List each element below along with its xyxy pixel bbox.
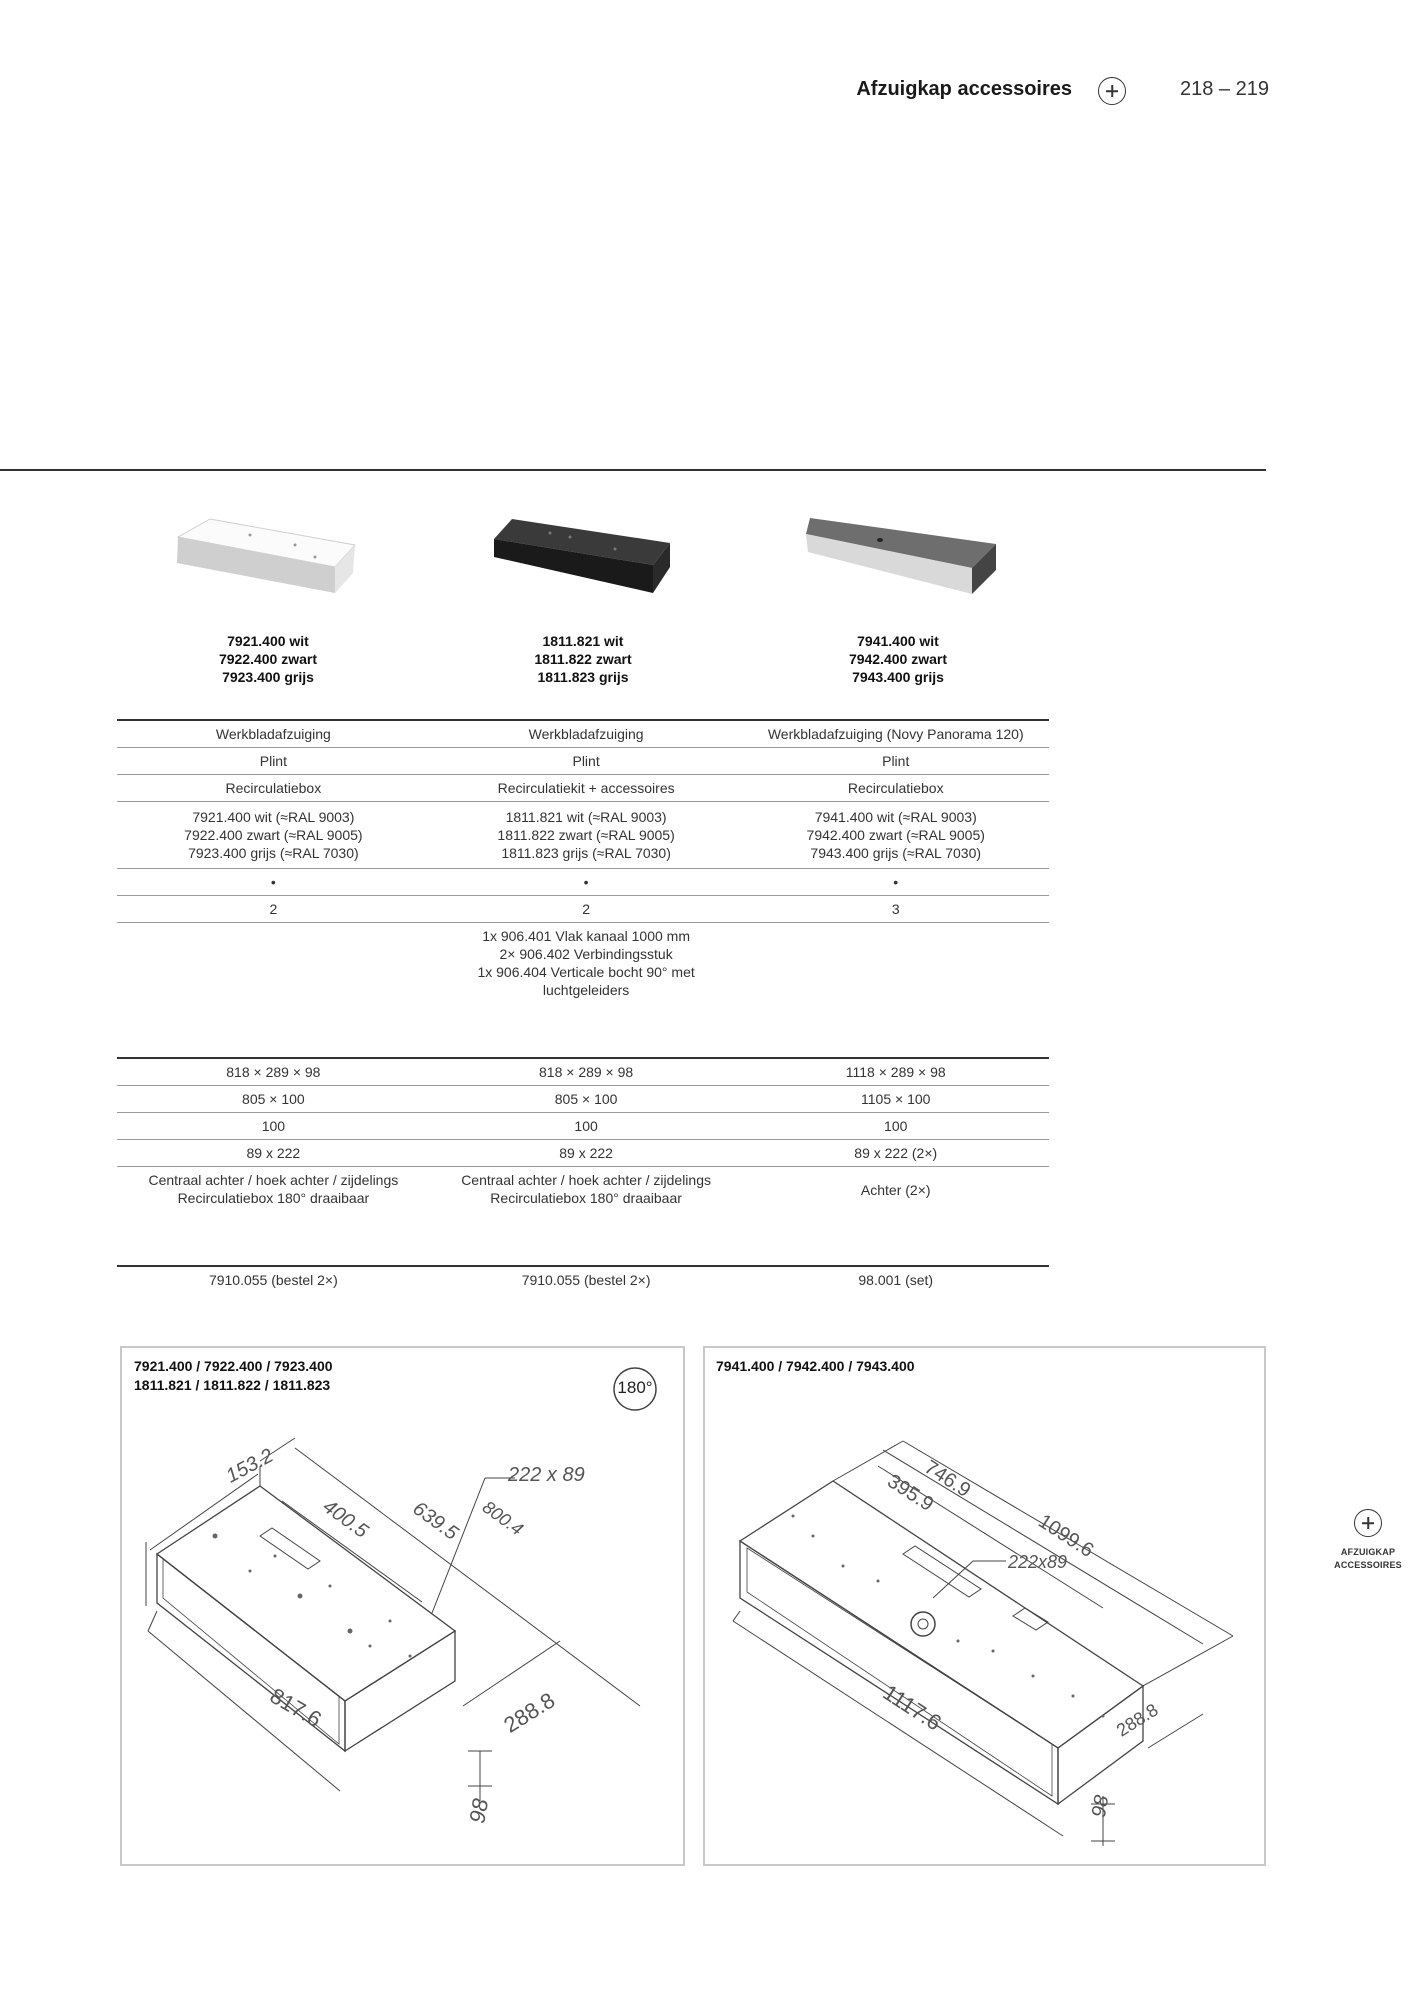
table-cell: Werkbladafzuiging (Novy Panorama 120) (742, 720, 1049, 747)
table-cell: 100 (742, 1112, 1049, 1139)
table-row (117, 1058, 1049, 1085)
cell-line: luchtgeleiders (542, 981, 630, 998)
section-title: Afzuigkap accessoires (856, 78, 1072, 100)
table-cell: Werkbladafzuiging (430, 720, 743, 747)
dimension-label: 817.6 (265, 1682, 326, 1733)
dimension-label: 1117.6 (878, 1679, 946, 1736)
cell-line: Achter (2×) (860, 1181, 931, 1198)
table-cell: 100 (430, 1112, 743, 1139)
dimension-label: 153.2 (222, 1444, 278, 1488)
dimension-label: 1099.6 (1034, 1510, 1098, 1562)
code-line: 1811.821 wit (542, 633, 624, 649)
cell-line: 1x 906.404 Verticale bocht 90° met (477, 963, 695, 980)
dimension-label: 400.5 (318, 1495, 373, 1543)
dimension-label: 98 (1087, 1793, 1114, 1820)
product-codes-2 (423, 632, 743, 686)
table-cell: 7910.055 (bestel 2×) (117, 1266, 430, 1293)
cell-line: Centraal achter / hoek achter / zijdelings (148, 1171, 399, 1188)
product-codes-1 (108, 632, 428, 686)
product-codes-3 (738, 632, 1058, 686)
table-cell: 89 x 222 (2×) (742, 1139, 1049, 1166)
table-row (117, 774, 1049, 801)
cell-line: 7943.400 grijs (≈RAL 7030) (810, 844, 982, 861)
table-cell (117, 801, 430, 868)
cell-line: 7941.400 wit (≈RAL 9003) (814, 808, 977, 825)
diagram-title-line: 7921.400 / 7922.400 / 7923.400 (134, 1358, 333, 1374)
product-image-grey (800, 512, 1000, 596)
table-row (117, 801, 1049, 868)
side-tab-label[interactable] (1326, 1546, 1410, 1572)
side-tab-label-line: ACCESSOIRES (1334, 1560, 1402, 1570)
cell-line: 1811.821 wit (≈RAL 9003) (505, 808, 667, 825)
rotation-badge-label: 180° (617, 1378, 653, 1397)
table-cell (117, 922, 430, 1058)
table-cell (742, 801, 1049, 868)
table-cell: Plint (430, 747, 743, 774)
table-cell: 805 × 100 (117, 1085, 430, 1112)
table-row (117, 1266, 1049, 1293)
table-cell: 100 (117, 1112, 430, 1139)
dimension-label: 639.5 (408, 1497, 463, 1545)
table-cell: Recirculatiebox (742, 774, 1049, 801)
dimension-label: 222 x 89 (508, 1464, 585, 1486)
table-cell: 89 x 222 (430, 1139, 743, 1166)
code-line: 7942.400 zwart (848, 651, 948, 667)
table-cell: Werkbladafzuiging (117, 720, 430, 747)
table-row (117, 922, 1049, 1058)
cell-line: Recirculatiebox 180° draaibaar (490, 1189, 682, 1206)
dimension-label: 800.4 (478, 1496, 527, 1540)
dimension-label: 98 (464, 1796, 494, 1826)
table-cell (430, 1166, 743, 1266)
table-cell (742, 922, 1049, 1058)
plus-circle-icon[interactable] (1354, 1509, 1382, 1537)
diagram-title-line: 1811.821 / 1811.822 / 1811.823 (134, 1377, 331, 1393)
table-cell: 1118 × 289 × 98 (742, 1058, 1049, 1085)
table-cell: 2 (117, 895, 430, 922)
bullet-mark: • (117, 868, 430, 895)
cell-line: 7923.400 grijs (≈RAL 7030) (188, 844, 359, 861)
cell-line: Centraal achter / hoek achter / zijdelings (461, 1171, 711, 1188)
code-line: 7922.400 zwart (218, 651, 318, 667)
table-cell (430, 801, 743, 868)
code-line: 7921.400 wit (227, 633, 309, 649)
table-cell (117, 1166, 430, 1266)
page-numbers: 218 – 219 (1180, 78, 1269, 100)
dimension-label: 395.9 (883, 1470, 938, 1516)
spec-table (117, 719, 1049, 1293)
cell-line: 7942.400 zwart (≈RAL 9005) (806, 826, 985, 843)
cell-line: 7922.400 zwart (≈RAL 9005) (184, 826, 363, 843)
table-row (117, 747, 1049, 774)
table-cell: Recirculatiekit + accessoires (430, 774, 743, 801)
product-image-black (490, 515, 675, 595)
table-row (117, 720, 1049, 747)
table-cell: 3 (742, 895, 1049, 922)
table-cell: Plint (117, 747, 430, 774)
table-row (117, 1139, 1049, 1166)
plus-circle-icon[interactable] (1098, 77, 1126, 105)
table-row (117, 868, 1049, 895)
cell-line: 7921.400 wit (≈RAL 9003) (192, 808, 355, 825)
table-row (117, 1112, 1049, 1139)
table-cell (430, 922, 743, 1058)
dimension-label: 288.8 (499, 1687, 560, 1738)
code-line: 7941.400 wit (857, 633, 939, 649)
table-cell: Recirculatiebox (117, 774, 430, 801)
table-cell (742, 1166, 1049, 1266)
diagram-title: 7941.400 / 7942.400 / 7943.400 (716, 1358, 915, 1374)
table-row (117, 1085, 1049, 1112)
cell-line: Recirculatiebox 180° draaibaar (177, 1189, 370, 1206)
table-cell: 818 × 289 × 98 (430, 1058, 743, 1085)
table-cell: 7910.055 (bestel 2×) (430, 1266, 743, 1293)
table-row (117, 895, 1049, 922)
cell-line: 1811.822 zwart (≈RAL 9005) (497, 826, 675, 843)
cell-line: 2× 906.402 Verbindingsstuk (499, 945, 673, 962)
table-cell: 98.001 (set) (742, 1266, 1049, 1293)
code-line: 1811.822 zwart (534, 651, 632, 667)
section-divider (0, 469, 1266, 471)
table-cell: 1105 × 100 (742, 1085, 1049, 1112)
diagram-left-drawing (120, 1346, 685, 1866)
bullet-mark: • (742, 868, 1049, 895)
table-cell: 818 × 289 × 98 (117, 1058, 430, 1085)
dimension-label: 222x89 (1008, 1552, 1068, 1572)
table-row (117, 1166, 1049, 1266)
cell-line: 1811.823 grijs (≈RAL 7030) (501, 844, 671, 861)
table-cell: Plint (742, 747, 1049, 774)
side-tab-label-line: AFZUIGKAP (1340, 1547, 1396, 1557)
bullet-mark: • (430, 868, 743, 895)
product-image-white (175, 515, 360, 595)
dimension-label: 288.8 (1112, 1699, 1162, 1741)
dimension-label: 746.9 (920, 1456, 975, 1502)
table-cell: 89 x 222 (117, 1139, 430, 1166)
code-line: 1811.823 grijs (537, 669, 629, 685)
table-cell: 2 (430, 895, 743, 922)
code-line: 7923.400 grijs (222, 669, 314, 685)
table-cell: 805 × 100 (430, 1085, 743, 1112)
cell-line: 1x 906.401 Vlak kanaal 1000 mm (482, 927, 690, 944)
code-line: 7943.400 grijs (852, 669, 944, 685)
diagram-right-drawing (703, 1346, 1266, 1866)
